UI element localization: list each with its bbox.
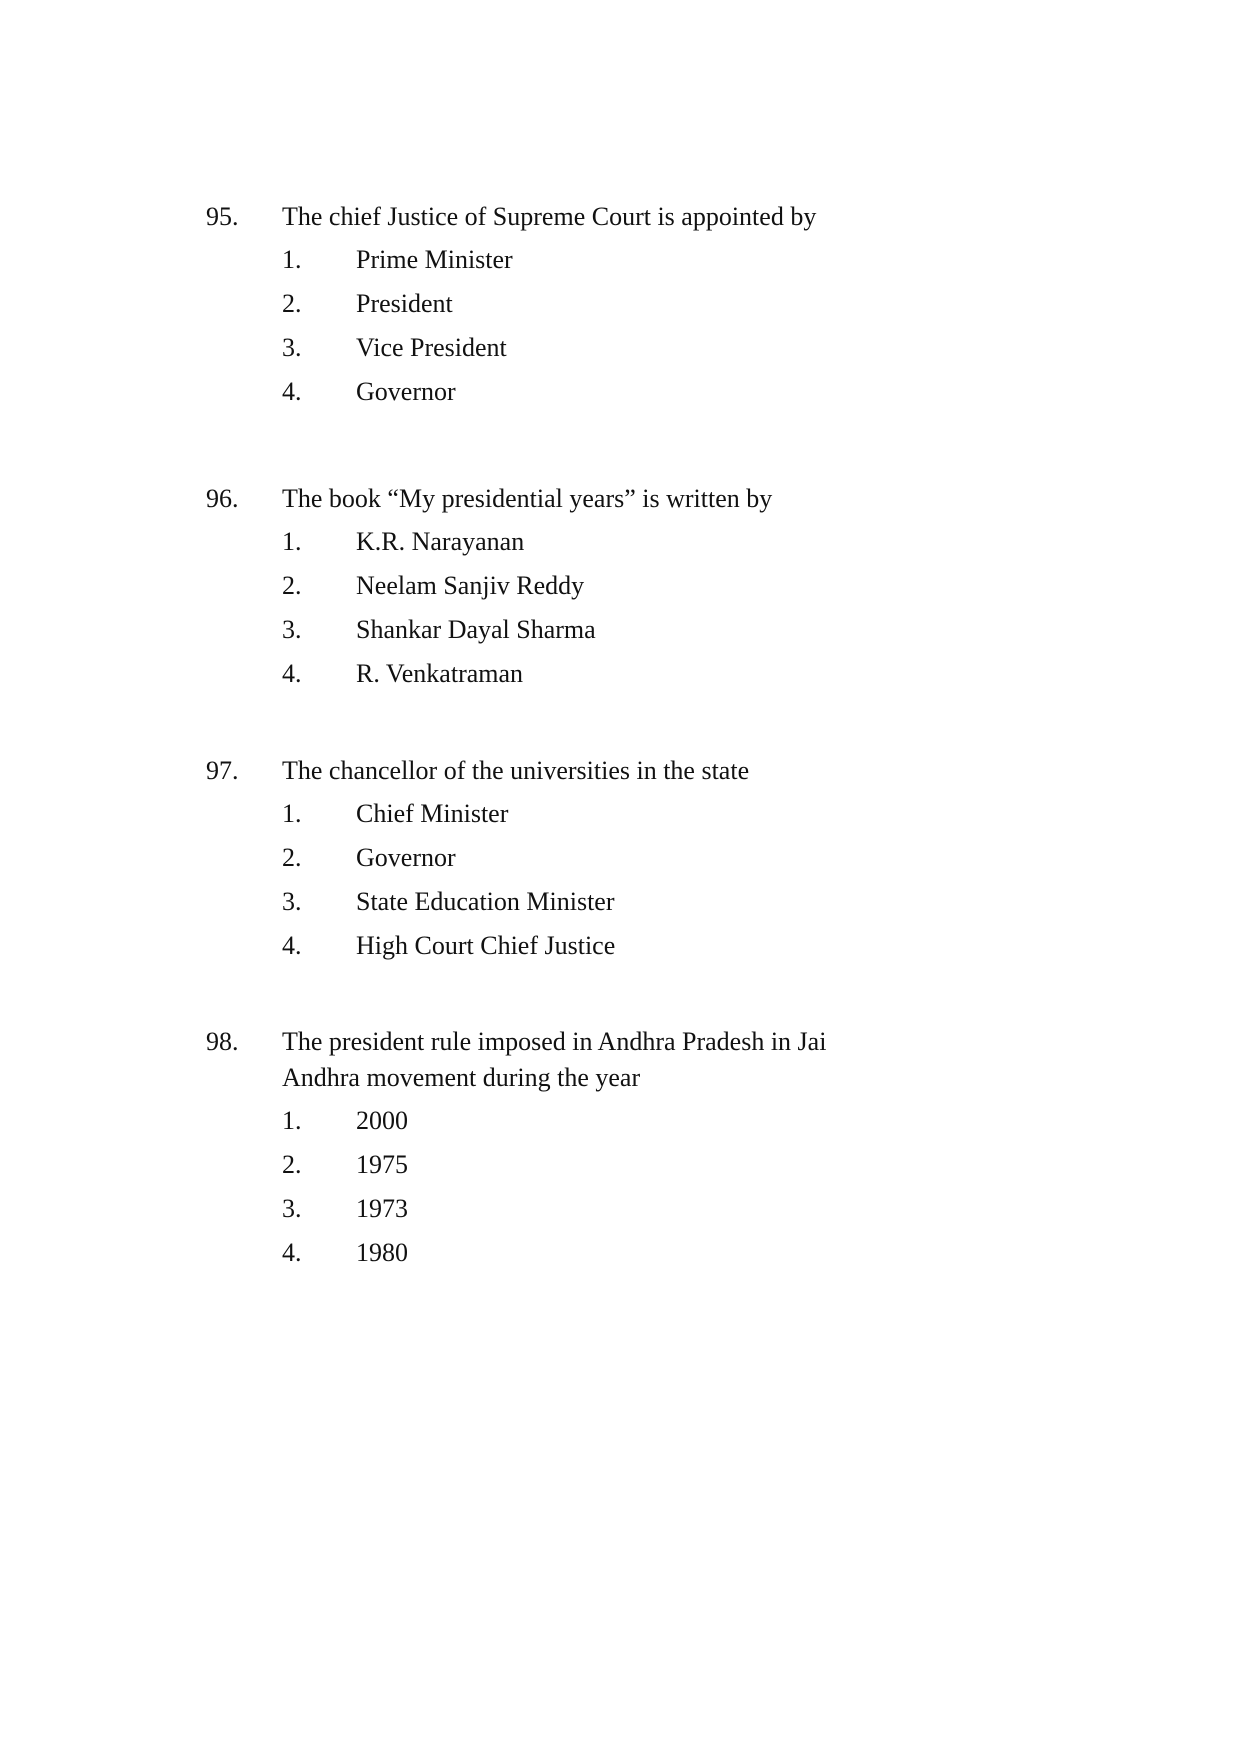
- option-item: [282, 884, 1106, 928]
- option-text: State Education Minister: [356, 887, 615, 916]
- option-item: [282, 1191, 1106, 1235]
- option-text: Neelam Sanjiv Reddy: [356, 571, 585, 600]
- option-number: 4.: [282, 1238, 302, 1267]
- option-item: [282, 330, 1106, 374]
- option-text: K.R. Narayanan: [356, 527, 525, 556]
- option-item: [282, 840, 1106, 884]
- question-stem: [206, 1024, 1106, 1096]
- option-list: [282, 796, 1106, 972]
- option-number: 2.: [282, 289, 302, 318]
- option-number: 3.: [282, 615, 302, 644]
- option-list: [282, 524, 1106, 700]
- option-number: 3.: [282, 1194, 302, 1223]
- question-96: [206, 481, 1106, 700]
- option-number: 3.: [282, 333, 302, 362]
- option-item: [282, 242, 1106, 286]
- option-text: Governor: [356, 377, 456, 406]
- question-number: 98.: [206, 1027, 239, 1056]
- question-number: 97.: [206, 756, 239, 785]
- question-stem: [206, 753, 1106, 789]
- option-text: Chief Minister: [356, 799, 509, 828]
- option-number: 4.: [282, 377, 302, 406]
- option-text: President: [356, 289, 453, 318]
- option-item: [282, 928, 1106, 972]
- option-item: [282, 612, 1106, 656]
- option-text: Vice President: [356, 333, 507, 362]
- question-stem: [206, 481, 1106, 517]
- option-list: [282, 242, 1106, 418]
- option-number: 1.: [282, 245, 302, 274]
- option-item: [282, 524, 1106, 568]
- option-text: Prime Minister: [356, 245, 513, 274]
- question-stem: [206, 199, 1106, 235]
- option-number: 3.: [282, 887, 302, 916]
- option-number: 1.: [282, 1106, 302, 1135]
- option-text: Governor: [356, 843, 456, 872]
- option-number: 1.: [282, 799, 302, 828]
- option-item: [282, 1147, 1106, 1191]
- option-number: 4.: [282, 931, 302, 960]
- option-text: 1975: [356, 1150, 408, 1179]
- option-text: Shankar Dayal Sharma: [356, 615, 596, 644]
- option-item: [282, 796, 1106, 840]
- option-number: 2.: [282, 1150, 302, 1179]
- option-number: 2.: [282, 571, 302, 600]
- question-text: The president rule imposed in Andhra Pradesh in Jai Andhra movement during the year: [282, 1027, 827, 1092]
- question-text: The book “My presidential years” is written by: [282, 484, 773, 513]
- option-number: 4.: [282, 659, 302, 688]
- option-item: [282, 1235, 1106, 1279]
- option-text: R. Venkatraman: [356, 659, 524, 688]
- option-text: 1980: [356, 1238, 408, 1267]
- option-number: 1.: [282, 527, 302, 556]
- option-text: 1973: [356, 1194, 408, 1223]
- question-number: 96.: [206, 484, 239, 513]
- option-item: [282, 374, 1106, 418]
- option-item: [282, 1103, 1106, 1147]
- option-item: [282, 568, 1106, 612]
- option-item: [282, 286, 1106, 330]
- question-95: [206, 199, 1106, 418]
- question-number: 95.: [206, 202, 239, 231]
- option-text: 2000: [356, 1106, 408, 1135]
- option-list: [282, 1103, 1106, 1279]
- option-item: [282, 656, 1106, 700]
- question-97: [206, 753, 1106, 972]
- option-number: 2.: [282, 843, 302, 872]
- question-98: [206, 1024, 1106, 1279]
- question-text: The chancellor of the universities in the state: [282, 756, 750, 785]
- question-text: The chief Justice of Supreme Court is appointed by: [282, 202, 817, 231]
- option-text: High Court Chief Justice: [356, 931, 616, 960]
